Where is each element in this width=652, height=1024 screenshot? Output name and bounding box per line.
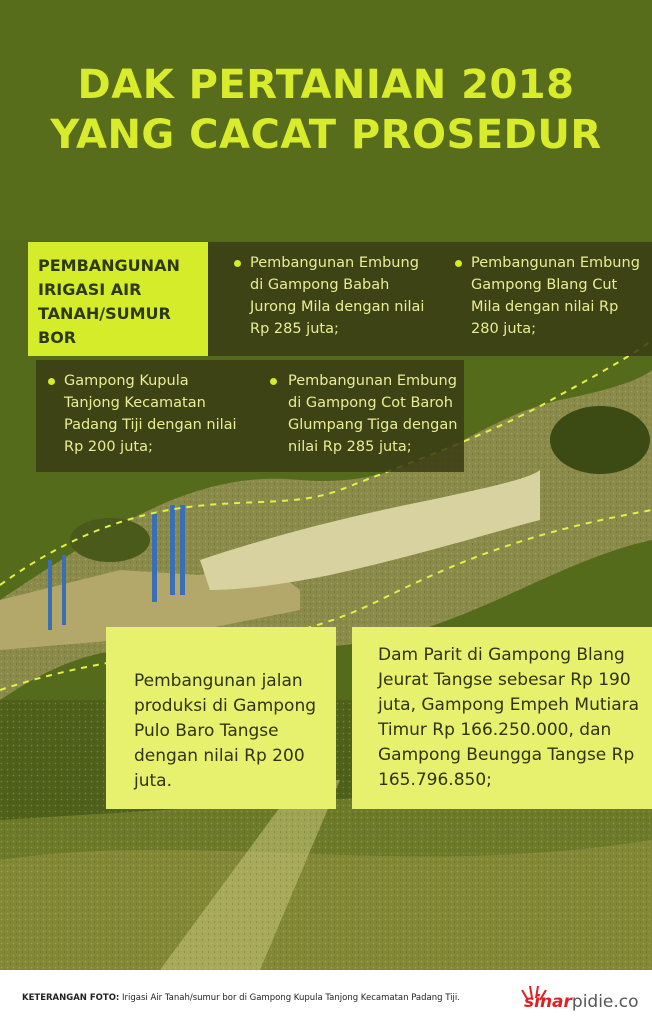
bullet-dot: [270, 378, 277, 385]
bullet-dot: [48, 378, 55, 385]
info-card-text: Pembangunan jalan produksi di Gampong Pulo Baro Tangse dengan nilai Rp 200 juta.: [134, 671, 317, 791]
category-highlight-label: PEMBANGUNAN IRIGASI AIR TANAH/SUMUR BOR: [38, 256, 180, 347]
info-card-left: [106, 627, 336, 809]
bullet-item: Pembangunan Embung di Gampong Babah Jurong Mila dengan nilai Rp 285 juta;: [250, 255, 425, 337]
bullet-item: Gampong Kupula Tanjong Kecamatan Padang Tiji dengan nilai Rp 200 juta;: [64, 373, 237, 455]
photo-caption: [22, 993, 460, 1003]
photo-caption-text: Irigasi Air Tanah/sumur bor di Gampong Kupula Tanjong Kecamatan Padang Tiji.: [122, 993, 460, 1003]
brand-logo-primary: sinar: [524, 992, 572, 1012]
brand-logo-secondary: pidie.co: [571, 992, 639, 1012]
page-title-line2: YANG CACAT PROSEDUR: [50, 112, 602, 158]
info-card-right: [352, 627, 652, 809]
info-card-text: Dam Parit di Gampong Blang Jeurat Tangse sebesar Rp 190 juta, Gampong Empeh Mutiara Timur Rp 166.250.000, dan Gampong Beungga Tangse Rp 165.796.850;: [378, 645, 640, 790]
bullet-dot: [455, 260, 462, 267]
bullet-item: Pembangunan Embung di Gampong Cot Baroh Glumpang Tiga dengan nilai Rp 285 juta;: [288, 373, 458, 455]
page-title-line1: DAK PERTANIAN 2018: [77, 62, 575, 108]
bullet-dot: [234, 260, 241, 267]
bullet-item: Pembangunan Embung Gampong Blang Cut Mila dengan nilai Rp 280 juta;: [471, 255, 640, 337]
photo-caption-label: KETERANGAN FOTO:: [22, 993, 120, 1003]
brand-logo[interactable]: [524, 992, 639, 1012]
